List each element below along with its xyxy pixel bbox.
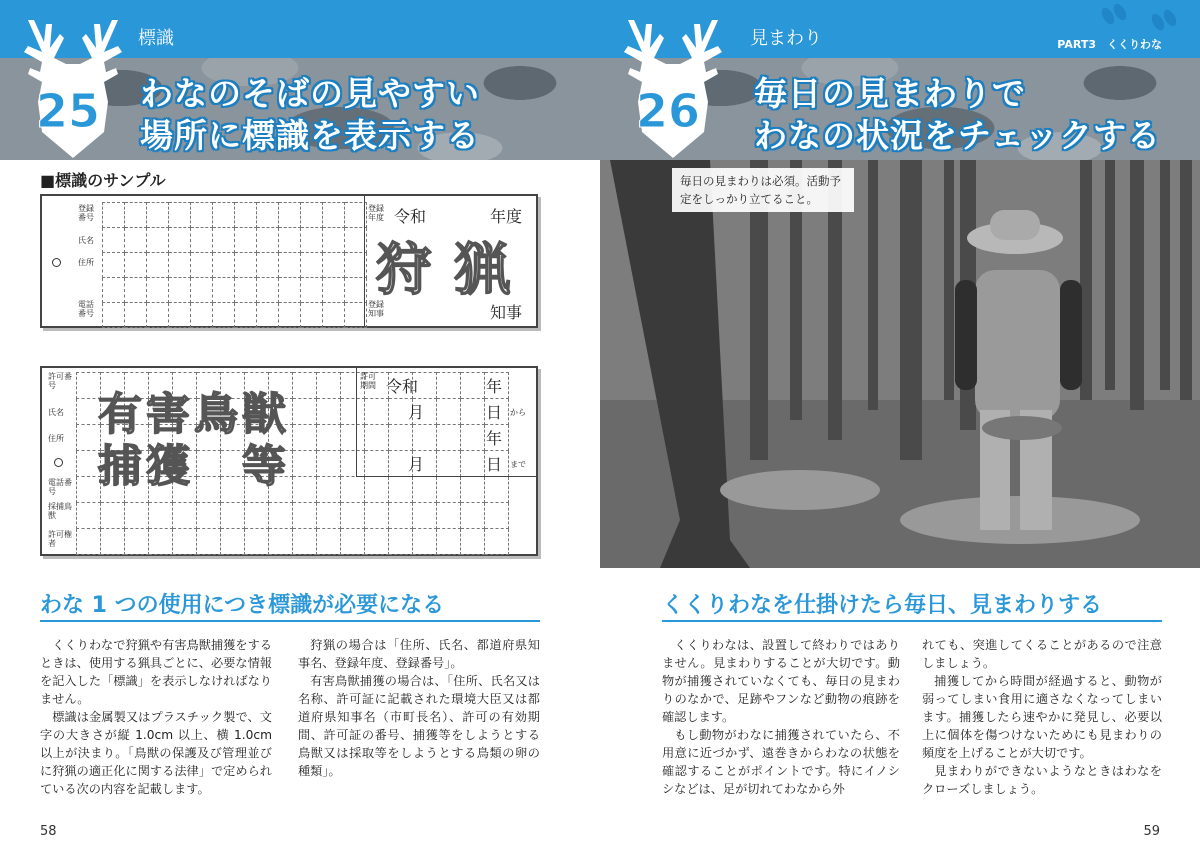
label-period: 許可期間	[360, 372, 376, 390]
page-title-line2: わなの状況をチェックする	[754, 116, 1162, 155]
mount-hole	[52, 258, 61, 267]
sample-title: ■標識のサンプル	[40, 171, 166, 190]
label-address: 住所	[48, 434, 64, 443]
paragraph: 狩猟の場合は「住所、氏名、都道府県知事名、登録年度、登録番号」。	[298, 638, 540, 670]
text-chiji: 知事	[490, 303, 523, 322]
paragraph: もし動物がわなに捕獲されていたら、不用意に近づかず、遠巻きからわなの状態を確認することがポイントです。特にイノシシなどは、足が切れてわなから外	[662, 728, 900, 796]
page-number: 58	[40, 824, 57, 839]
section-heading: わな 1 つの使用につき標識が必要になる	[40, 593, 445, 618]
page-title-line2: 場所に標識を表示する	[140, 116, 480, 155]
mount-hole	[54, 458, 63, 467]
text-month2: 月	[408, 455, 425, 474]
topic-number: 26	[635, 84, 700, 138]
text-year2: 年	[486, 429, 503, 448]
sign-grid	[102, 202, 367, 328]
page-title-line1: 毎日の見まわりで	[754, 74, 1026, 113]
part-label: PART3 くくりわな	[1057, 38, 1162, 51]
label-governor: 登録知事	[368, 300, 384, 318]
divider	[364, 196, 365, 326]
section-name: 見まわり	[750, 28, 822, 49]
topic-number: 25	[35, 84, 100, 138]
text-day1: 日	[486, 403, 503, 422]
pest-capture-sign-card	[40, 366, 538, 556]
big-outline-line2: 捕獲 等	[98, 441, 290, 492]
label-reg-no: 登録番号	[78, 204, 94, 222]
page-number: 59	[1143, 824, 1160, 839]
text-made: まで	[510, 460, 526, 469]
body-column-2	[922, 636, 1162, 798]
label-address: 住所	[78, 258, 94, 267]
paragraph: くくりわなは、設置して終わりではありません。見まわりすることが大切です。動物が捕獲されていなくても、毎日の見まわりのなかで、足跡やフンなど動物の痕跡を確認します。	[662, 638, 900, 724]
label-phone: 電話番号	[78, 300, 94, 318]
forest-illustration	[600, 160, 1200, 568]
divider	[356, 476, 536, 477]
section-heading: くくりわなを仕掛けたら毎日、見まわりする	[662, 593, 1103, 618]
paragraph: 捕獲してから時間が経過すると、動物が弱ってしまい食用に適さなくなってしまいます。捕獲したら速やかに発見し、必要以上に個体を傷つけないためにも見まわりの頻度を上げることが大切です。	[922, 674, 1162, 760]
paragraph-continued: れても、突進してくることがあるので注意しましょう。	[922, 638, 1162, 670]
text-reiwa: 令和	[394, 207, 427, 226]
label-permitter: 許可権者	[48, 530, 72, 548]
hunting-sign-card	[40, 194, 538, 328]
text-nendo: 年度	[490, 207, 523, 226]
text-year1: 年	[486, 377, 503, 396]
label-name: 氏名	[78, 236, 94, 245]
text-day2: 日	[486, 455, 503, 474]
label-species: 採捕鳥獣	[48, 502, 72, 520]
section-name: 標識	[138, 28, 174, 49]
label-name: 氏名	[48, 408, 64, 417]
photo-caption: 毎日の見まわりは必須。活動予定をしっかり立てること。	[672, 168, 854, 212]
text-kara: から	[510, 408, 526, 417]
body-column-1	[662, 636, 900, 798]
paragraph: 見まわりができないようなときはわなをクローズしましょう。	[922, 764, 1162, 796]
paragraph: 標識は金属製又はプラスチック製で、文字の大きさが縦 1.0cm 以上、横 1.0cm 以上が決まり。「鳥獣の保護及び管理並びに狩猟の適正化に関する法律」で定められている次の内容を記載します。	[40, 710, 272, 796]
text-month1: 月	[408, 403, 425, 422]
paragraph: くくりわなで狩猟や有害鳥獣捕獲をするときは、使用する猟具ごとに、必要な情報を記入した「標識」を表示しなければなりません。	[40, 638, 272, 706]
text-reiwa: 令和	[386, 377, 419, 396]
body-column-1	[40, 636, 272, 798]
paragraph: 有害鳥獣捕獲の場合は、「住所、氏名又は名称、許可証に記載された環境大臣又は都道府県知事名（市町長名）、許可の有効期間、許可証の番号、捕獲等をしようとする鳥獣又は採取等をしようとする鳥類の卵の種類」。	[298, 674, 540, 778]
heading-rule	[40, 620, 540, 622]
label-year: 登録年度	[368, 204, 384, 222]
heading-rule	[662, 620, 1162, 622]
page-59	[600, 0, 1200, 853]
forest-photo	[600, 160, 1200, 568]
label-permit-no: 許可番号	[48, 372, 72, 390]
big-outline-line1: 有害鳥獣	[98, 389, 290, 440]
page-title-line1: わなのそばの見やすい	[140, 74, 480, 113]
label-phone: 電話番号	[48, 478, 72, 496]
big-outline-text: 狩猟	[376, 238, 532, 303]
divider	[356, 368, 357, 476]
body-column-2	[298, 636, 540, 780]
